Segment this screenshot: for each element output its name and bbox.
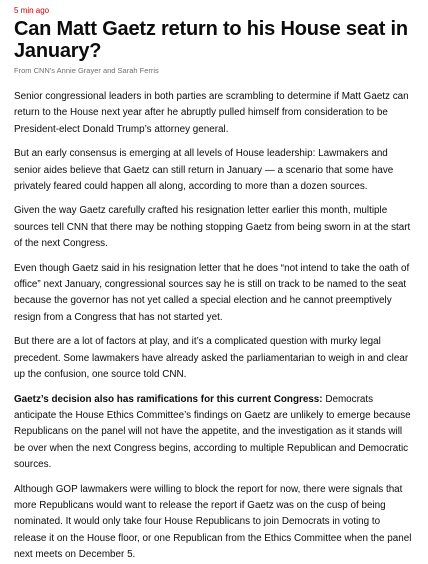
paragraph-lead-bold: Gaetz’s decision also has ramifications for this current Congress: xyxy=(14,393,323,405)
paragraph xyxy=(14,334,414,383)
paragraph xyxy=(14,392,414,474)
byline: From CNN's Annie Grayer and Sarah Ferris xyxy=(14,66,159,75)
paragraph-text: Given the way Gaetz carefully crafted his resignation letter earlier this month, multiple sources tell CNN that there may be nothing stopping Gaetz from being sworn in at the start of the next Congress. xyxy=(14,205,411,250)
paragraph xyxy=(14,482,414,564)
paragraph xyxy=(14,203,414,252)
headline: Can Matt Gaetz return to his House seat in January? xyxy=(14,18,408,62)
timestamp: 5 min ago xyxy=(14,6,50,15)
paragraph-text: Senior congressional leaders in both parties are scrambling to determine if Matt Gaetz can return to the House next year after he abruptly pulled himself from consideration to be President-elect Donald Trump’s attorney general. xyxy=(14,91,409,135)
paragraph-text: Democrats anticipate the House Ethics Committee’s findings on Gaetz are unlikely to emerge because Republicans on the panel will not have the appetite, and the investigation as it stands will be over when the next Congress begins, according to multiple Republican and Democratic sources. xyxy=(14,393,411,471)
paragraph-text: But there are a lot of factors at play, and it’s a complicated question with murky legal precedent. Some lawmakers have already asked the parliamentarian to weigh in and clear up the confusion, one source told CNN. xyxy=(14,336,409,381)
paragraph xyxy=(14,261,414,327)
paragraph xyxy=(14,146,414,195)
paragraph-text: But an early consensus is emerging at all levels of House leadership: Lawmakers and senior aides believe that Gaetz can still return in January — a scenario that some have privately feared could happen all along, according to more than a dozen sources. xyxy=(14,148,394,193)
paragraph-text: Even though Gaetz said in his resignation letter that he does “not intend to take the oath of office” next January, congressional sources say he is still on track to be named to the seat because the governor has not yet called a special election and he cannot preemptively resign from a Congress that has not started yet. xyxy=(14,262,410,323)
paragraph xyxy=(14,89,414,138)
paragraph-text: Although GOP lawmakers were willing to block the report for now, there were signals that more Republicans would want to release the report if Gaetz was on the cusp of being nominated. It would only take four House Republicans to join Democrats in voting to release it on the House floor, or one Republican from the Ethics Committee when the panel next meets on December 5. xyxy=(14,483,412,561)
